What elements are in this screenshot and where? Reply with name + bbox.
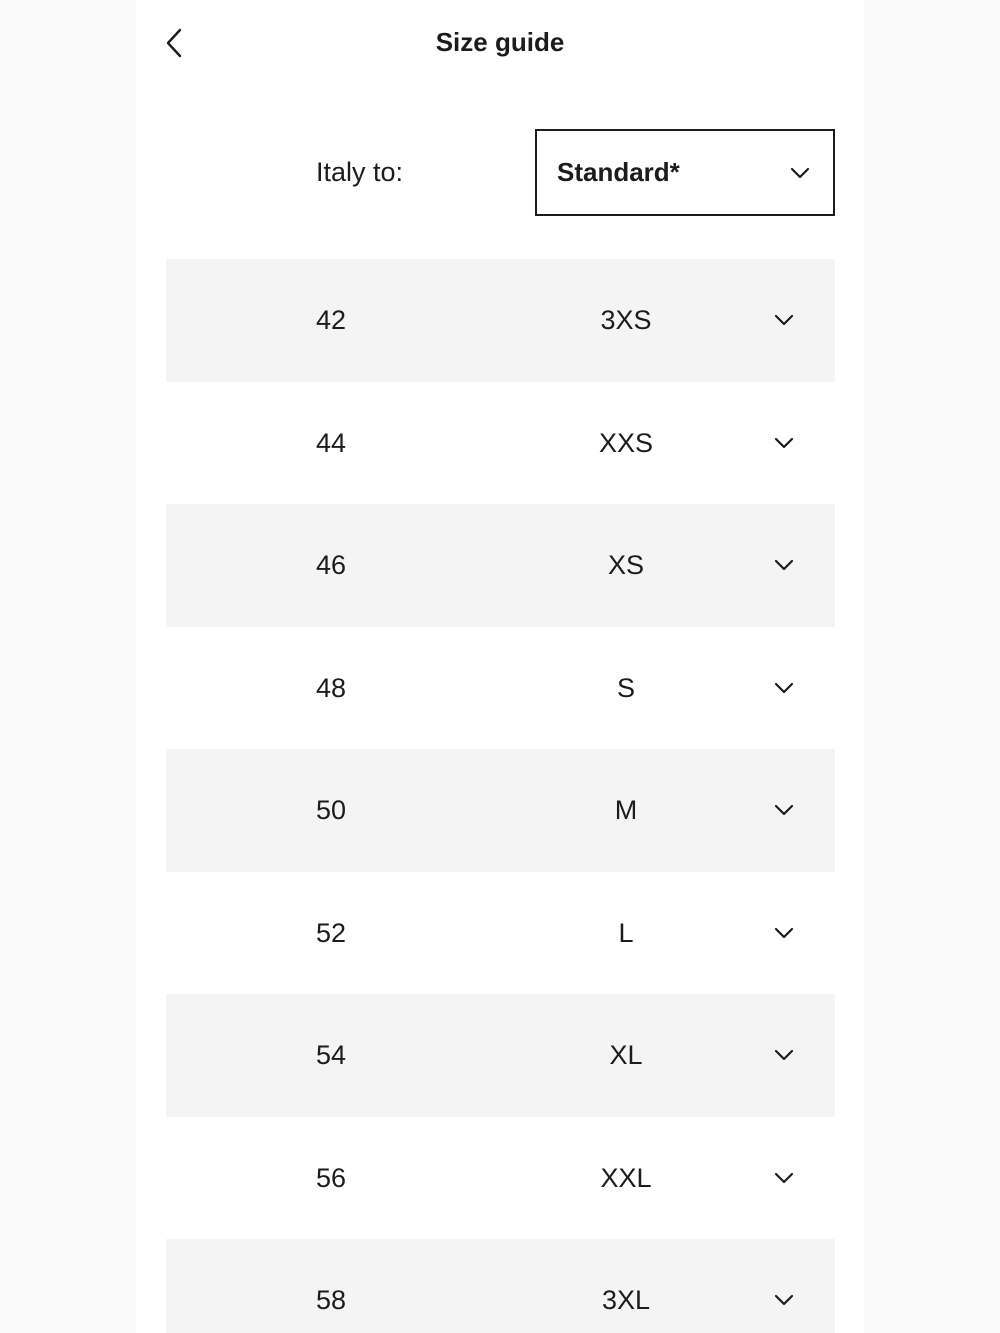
size-table <box>166 259 835 1333</box>
italy-size: 48 <box>315 672 347 703</box>
standard-size: XS <box>607 550 645 580</box>
italy-size: 58 <box>315 1285 347 1315</box>
standard-size: 3XS <box>600 305 652 335</box>
size-row[interactable] <box>166 627 835 750</box>
standard-size: 3XL <box>601 1285 651 1315</box>
chevron-down-icon[interactable] <box>773 1044 795 1066</box>
italy-size: 54 <box>315 1040 347 1070</box>
italy-size: 44 <box>315 427 347 458</box>
size-row[interactable] <box>166 504 835 627</box>
size-guide-screen <box>136 0 864 1333</box>
size-system-selector-row <box>136 129 864 216</box>
chevron-down-icon[interactable] <box>773 922 795 944</box>
italy-size: 50 <box>315 795 347 825</box>
header <box>136 0 864 84</box>
italy-size: 52 <box>315 917 347 948</box>
chevron-down-icon[interactable] <box>773 309 795 331</box>
standard-size: XL <box>609 1040 643 1070</box>
size-row[interactable] <box>166 1239 835 1333</box>
standard-size: XXS <box>598 427 654 458</box>
selector-label: Italy to: <box>316 157 404 187</box>
size-row[interactable] <box>166 994 835 1117</box>
standard-size: L <box>618 917 634 948</box>
chevron-down-icon[interactable] <box>773 554 795 576</box>
size-row[interactable] <box>166 1117 835 1240</box>
size-row[interactable] <box>166 872 835 995</box>
italy-size: 56 <box>315 1162 347 1193</box>
standard-size: XXL <box>600 1162 652 1193</box>
italy-size: 46 <box>315 550 347 580</box>
size-row[interactable] <box>166 749 835 872</box>
chevron-down-icon[interactable] <box>773 432 795 454</box>
size-system-dropdown[interactable] <box>535 129 835 216</box>
chevron-down-icon[interactable] <box>773 677 795 699</box>
size-row[interactable] <box>166 259 835 382</box>
chevron-down-icon[interactable] <box>773 1289 795 1311</box>
italy-size: 42 <box>315 305 347 335</box>
standard-size: M <box>614 795 638 825</box>
chevron-down-icon[interactable] <box>773 799 795 821</box>
chevron-down-icon <box>789 162 811 184</box>
chevron-down-icon[interactable] <box>773 1167 795 1189</box>
size-system-selected-value: Standard* <box>557 157 680 187</box>
page-title: Size guide <box>435 27 565 57</box>
size-row[interactable] <box>166 382 835 505</box>
standard-size: S <box>616 672 635 703</box>
